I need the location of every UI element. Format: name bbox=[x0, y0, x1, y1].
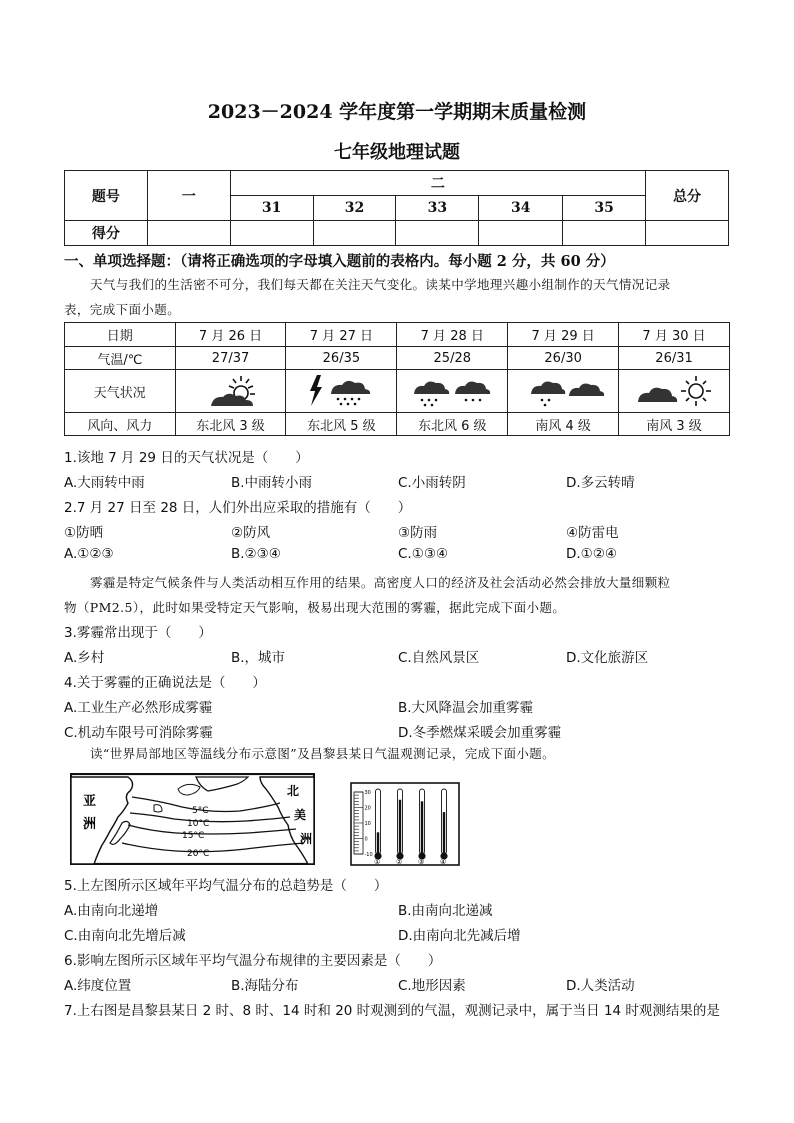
q4-option-c[interactable]: C.机动车限号可消除雾霾 bbox=[64, 725, 213, 741]
haze-intro bbox=[64, 570, 732, 620]
score-table bbox=[64, 170, 729, 246]
score-part-two: 二 bbox=[230, 171, 645, 196]
q3-option-c[interactable]: C.自然风景区 bbox=[398, 650, 480, 666]
weather-intro-line1: 天气与我们的生活密不可分，我们每天都在关注天气变化。读某中学地理兴趣小组制作的天气情况记录 bbox=[90, 277, 671, 292]
scale-label: 20 bbox=[364, 805, 371, 812]
map-label-na-2: 美 bbox=[294, 808, 307, 822]
map-label-na-1: 北 bbox=[287, 784, 300, 798]
q6-option-b[interactable]: B.海陆分布 bbox=[231, 978, 299, 994]
isotherm-map bbox=[70, 773, 315, 865]
isotherm-label-5: 5°C bbox=[192, 806, 209, 816]
temp-cell: 25/28 bbox=[397, 347, 508, 370]
q2-option-a[interactable]: A.①②③ bbox=[64, 546, 114, 562]
question-5-stem: 5.上左图所示区域年平均气温分布的总趋势是（ ） bbox=[64, 878, 388, 894]
q1-option-b[interactable]: B.中雨转小雨 bbox=[231, 475, 313, 491]
date-cell: 7 月 30 日 bbox=[619, 323, 730, 347]
q5-option-c[interactable]: C.由南向北先增后减 bbox=[64, 928, 186, 944]
cloud-sun-icon bbox=[191, 372, 271, 410]
question-1-stem: 1.该地 7 月 29 日的天气状况是（ ） bbox=[64, 450, 309, 466]
map-intro-text: 读“世界局部地区等温线分布示意图”及昌黎县某日气温观测记录，完成下面小题。 bbox=[90, 746, 556, 761]
scale-label: 10 bbox=[364, 821, 371, 827]
date-cell: 7 月 28 日 bbox=[397, 323, 508, 347]
thermometer-number: ① bbox=[374, 858, 381, 866]
q4-option-d[interactable]: D.冬季燃煤采暖会加重雾霾 bbox=[398, 725, 562, 741]
isotherm-label-20: 20°C bbox=[187, 849, 210, 859]
row-label-wind: 风向、风力 bbox=[65, 413, 176, 436]
score-cell bbox=[563, 221, 646, 246]
exam-subtitle: 七年级地理试题 bbox=[334, 142, 460, 163]
temp-cell: 26/35 bbox=[286, 347, 397, 370]
temp-cell: 27/37 bbox=[175, 347, 286, 370]
q2-option-d[interactable]: D.①②④ bbox=[566, 546, 617, 562]
score-cell bbox=[313, 221, 396, 246]
weather-table bbox=[64, 322, 730, 436]
q1-option-d[interactable]: D.多云转晴 bbox=[566, 475, 635, 491]
light-rain-cloudy-icon bbox=[521, 372, 605, 410]
map-intro bbox=[64, 741, 732, 766]
q5-option-a[interactable]: A.由南向北递增 bbox=[64, 903, 159, 919]
score-label-question: 题号 bbox=[65, 171, 148, 221]
q2-measure-1: ①防晒 bbox=[64, 525, 104, 541]
wind-cell: 南风 3 级 bbox=[619, 413, 730, 436]
row-label-temp: 气温/℃ bbox=[65, 347, 176, 370]
haze-intro-line1: 雾霾是特定气候条件与人类活动相互作用的结果。高密度人口的经济及社会活动必然会排放大量细颗粒 bbox=[90, 575, 671, 590]
thermometer-number: ④ bbox=[440, 858, 447, 866]
q3-option-a[interactable]: A.乡村 bbox=[64, 650, 105, 666]
scale-label: 0 bbox=[364, 836, 368, 843]
q1-option-a[interactable]: A.大雨转中雨 bbox=[64, 475, 145, 491]
date-cell: 7 月 26 日 bbox=[175, 323, 286, 347]
island bbox=[154, 805, 162, 812]
temp-cell: 26/30 bbox=[508, 347, 619, 370]
score-total: 总分 bbox=[646, 171, 729, 221]
score-label-score: 得分 bbox=[65, 221, 148, 246]
weather-intro-line2: 表，完成下面小题。 bbox=[64, 302, 181, 317]
haze-intro-line2: 物（PM2.5），此时如果受特定天气影响，极易出现大范围的雾霾，据此完成下面小题。 bbox=[64, 600, 566, 615]
thermometer-mercury bbox=[443, 812, 445, 854]
isotherm-label-10: 10°C bbox=[187, 819, 210, 829]
thunder-heavy-rain-icon bbox=[301, 372, 381, 410]
thermometer-number: ③ bbox=[418, 858, 425, 866]
q3-option-d[interactable]: D.文化旅游区 bbox=[566, 650, 649, 666]
map-label-asia-2: 洲 bbox=[83, 817, 97, 832]
thermometer-figure bbox=[350, 782, 460, 866]
score-sub-32: 32 bbox=[313, 196, 396, 221]
q1-option-c[interactable]: C.小雨转阴 bbox=[398, 475, 466, 491]
cloudy-sunny-icon bbox=[632, 372, 716, 410]
scale-label: -10 bbox=[364, 852, 373, 858]
isotherm-label-15: 15°C bbox=[182, 831, 205, 841]
score-part-one: 一 bbox=[147, 171, 230, 221]
q4-option-b[interactable]: B.大风降温会加重雾霾 bbox=[398, 700, 534, 716]
exam-title: 2023－2024 学年度第一学期期末质量检测 bbox=[207, 101, 587, 123]
score-sub-33: 33 bbox=[396, 196, 479, 221]
q2-measure-3: ③防雨 bbox=[398, 525, 438, 541]
question-6-stem: 6.影响左图所示区域年平均气温分布规律的主要因素是（ ） bbox=[64, 953, 442, 969]
wind-cell: 东北风 5 级 bbox=[286, 413, 397, 436]
temp-cell: 26/31 bbox=[619, 347, 730, 370]
score-sub-35: 35 bbox=[563, 196, 646, 221]
question-2-stem: 2.7 月 27 日至 28 日，人们外出应采取的措施有（ ） bbox=[64, 500, 412, 516]
thermometer-number: ② bbox=[396, 858, 403, 866]
score-cell bbox=[147, 221, 230, 246]
question-4-stem: 4.关于雾霾的正确说法是（ ） bbox=[64, 675, 266, 691]
q2-option-b[interactable]: B.②③④ bbox=[231, 546, 281, 562]
q2-option-c[interactable]: C.①③④ bbox=[398, 546, 449, 562]
q2-measure-4: ④防雷电 bbox=[566, 525, 619, 541]
date-cell: 7 月 27 日 bbox=[286, 323, 397, 347]
wind-cell: 东北风 6 级 bbox=[397, 413, 508, 436]
q3-option-b[interactable]: B.，城市 bbox=[231, 650, 286, 666]
row-label-date: 日期 bbox=[65, 323, 176, 347]
score-cell bbox=[230, 221, 313, 246]
date-cell: 7 月 29 日 bbox=[508, 323, 619, 347]
weather-intro bbox=[64, 272, 732, 322]
q6-option-a[interactable]: A.纬度位置 bbox=[64, 978, 132, 994]
thermometer-mercury bbox=[399, 800, 401, 854]
moderate-rain-light-rain-icon bbox=[410, 372, 494, 410]
row-label-weather: 天气状况 bbox=[65, 370, 176, 413]
q5-option-d[interactable]: D.由南向北先减后增 bbox=[398, 928, 521, 944]
score-sub-31: 31 bbox=[230, 196, 313, 221]
score-sub-34: 34 bbox=[479, 196, 563, 221]
question-7-stem: 7.上右图是昌黎县某日 2 时、8 时、14 时和 20 时观测到的气温，观测记录中，属于当日 14 时观测结果的是 bbox=[64, 1003, 720, 1019]
q2-measure-2: ②防风 bbox=[231, 525, 271, 541]
score-cell bbox=[396, 221, 479, 246]
wind-cell: 东北风 3 级 bbox=[175, 413, 286, 436]
q5-option-b[interactable]: B.由南向北递减 bbox=[398, 903, 493, 919]
map-label-asia-1: 亚 bbox=[83, 794, 97, 809]
section-heading: 一、单项选择题：（请将正确选项的字母填入题前的表格内。每小题 2 分，共 60 分） bbox=[64, 253, 615, 270]
score-cell bbox=[646, 221, 729, 246]
q6-option-c[interactable]: C.地形因素 bbox=[398, 978, 466, 994]
thermometer-mercury bbox=[421, 801, 423, 854]
score-cell bbox=[479, 221, 563, 246]
q4-option-a[interactable]: A.工业生产必然形成雾霾 bbox=[64, 700, 213, 716]
question-3-stem: 3.雾霾常出现于（ ） bbox=[64, 625, 212, 641]
map-label-na-3: 洲 bbox=[300, 832, 313, 846]
wind-cell: 南风 4 级 bbox=[508, 413, 619, 436]
q6-option-d[interactable]: D.人类活动 bbox=[566, 978, 635, 994]
thermometer-mercury bbox=[377, 832, 379, 854]
scale-label: 30 bbox=[364, 790, 371, 796]
